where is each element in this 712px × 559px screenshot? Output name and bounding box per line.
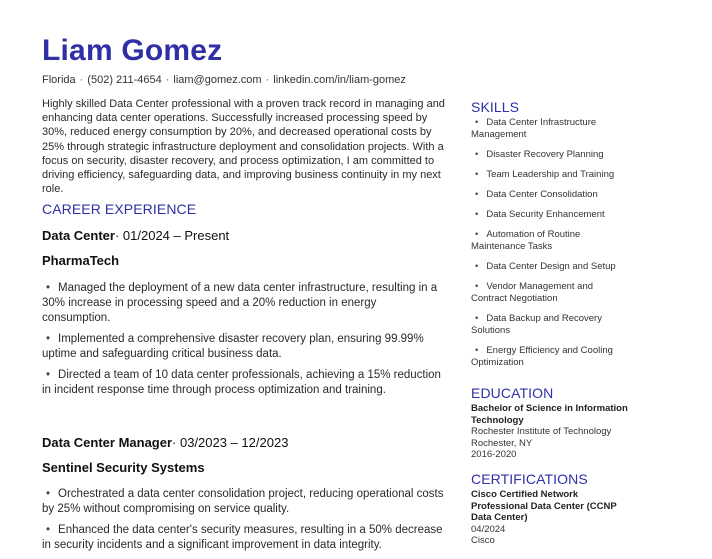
list-item: • Data Backup and Recovery Solutions bbox=[471, 313, 631, 337]
list-item: • Managed the deployment of a new data center infrastructure, resulting in a 30% increase in processing speed and a 20% reduction in energy consumption. bbox=[42, 281, 446, 326]
list-item: • Automation of Routine Maintenance Tasks bbox=[471, 229, 631, 253]
certification-name: Cisco Certified Network Professional Data Center (CCNP Data Center) bbox=[471, 489, 617, 524]
list-item: • Team Leadership and Training bbox=[471, 169, 631, 181]
job-title bbox=[42, 228, 229, 243]
list-item: • Directed a team of 10 data center professionals, achieving a 15% reduction in incident response time through process optimization and training. bbox=[42, 368, 446, 398]
contact-linkedin: linkedin.com/in/liam-gomez bbox=[273, 74, 406, 86]
resume-name: Liam Gomez bbox=[42, 34, 223, 67]
list-item: • Energy Efficiency and Cooling Optimization bbox=[471, 345, 631, 369]
contact-phone: (502) 211-4654 bbox=[87, 74, 162, 86]
skills-list bbox=[471, 117, 631, 377]
list-item: • Data Center Infrastructure Management bbox=[471, 117, 631, 141]
contact-separator: · bbox=[265, 74, 270, 86]
professional-summary: Highly skilled Data Center professional with a proven track record in managing and enhancing data center operations. Successfully increased processing speed by 30%, reduced energy consumption by 20%, and decreased operational costs by 25% through strategic infrastructure deployment and consolidation projects. With a focus on security, disaster recovery, and process optimization, I am committed to driving efficiency, safeguarding data, and improving business continuity in my next role. bbox=[42, 98, 445, 196]
list-item: • Data Center Design and Setup bbox=[471, 261, 631, 273]
job-company: Sentinel Security Systems bbox=[42, 460, 205, 475]
section-title-certifications: CERTIFICATIONS bbox=[471, 471, 588, 487]
certification-entry bbox=[471, 489, 621, 547]
list-item: • Implemented a comprehensive disaster recovery plan, ensuring 99.99% uptime and safeguarding critical business data. bbox=[42, 332, 446, 362]
list-item: • Data Security Enhancement bbox=[471, 209, 631, 221]
job-bullets bbox=[42, 487, 446, 559]
certification-issuer: Cisco bbox=[471, 535, 495, 547]
section-title-skills: SKILLS bbox=[471, 99, 520, 115]
contact-email: liam@gomez.com bbox=[173, 74, 262, 86]
contact-separator: · bbox=[79, 74, 84, 86]
list-item: • Orchestrated a data center consolidation project, reducing operational costs by 25% without compromising on service quality. bbox=[42, 487, 446, 517]
job-title bbox=[42, 435, 288, 450]
contact-location: Florida bbox=[42, 74, 76, 86]
section-title-experience: CAREER EXPERIENCE bbox=[42, 201, 197, 217]
job-bullets bbox=[42, 281, 446, 404]
contact-separator: · bbox=[165, 74, 170, 86]
education-school: Rochester Institute of Technology bbox=[471, 426, 612, 438]
list-item: • Vendor Management and Contract Negotiation bbox=[471, 281, 631, 305]
job-title-text: Data Center bbox=[42, 228, 115, 243]
certification-date: 04/2024 bbox=[471, 523, 506, 535]
job-company: PharmaTech bbox=[42, 253, 120, 268]
job-dates: · 03/2023 – 12/2023 bbox=[172, 435, 289, 450]
education-entry bbox=[471, 403, 641, 461]
contact-line bbox=[42, 74, 406, 86]
list-item: • Data Center Consolidation bbox=[471, 189, 631, 201]
education-location: Rochester, NY bbox=[471, 437, 533, 449]
education-degree: Bachelor of Science in Information Technology bbox=[471, 403, 628, 426]
list-item: • Disaster Recovery Planning bbox=[471, 149, 631, 161]
list-item: • Enhanced the data center's security measures, resulting in a 50% decrease in security incidents and a significant improvement in data integrity. bbox=[42, 523, 446, 553]
education-dates: 2016-2020 bbox=[471, 449, 517, 461]
job-title-text: Data Center Manager bbox=[42, 435, 173, 450]
job-dates: · 01/2024 – Present bbox=[114, 228, 230, 243]
section-title-education: EDUCATION bbox=[471, 385, 554, 401]
